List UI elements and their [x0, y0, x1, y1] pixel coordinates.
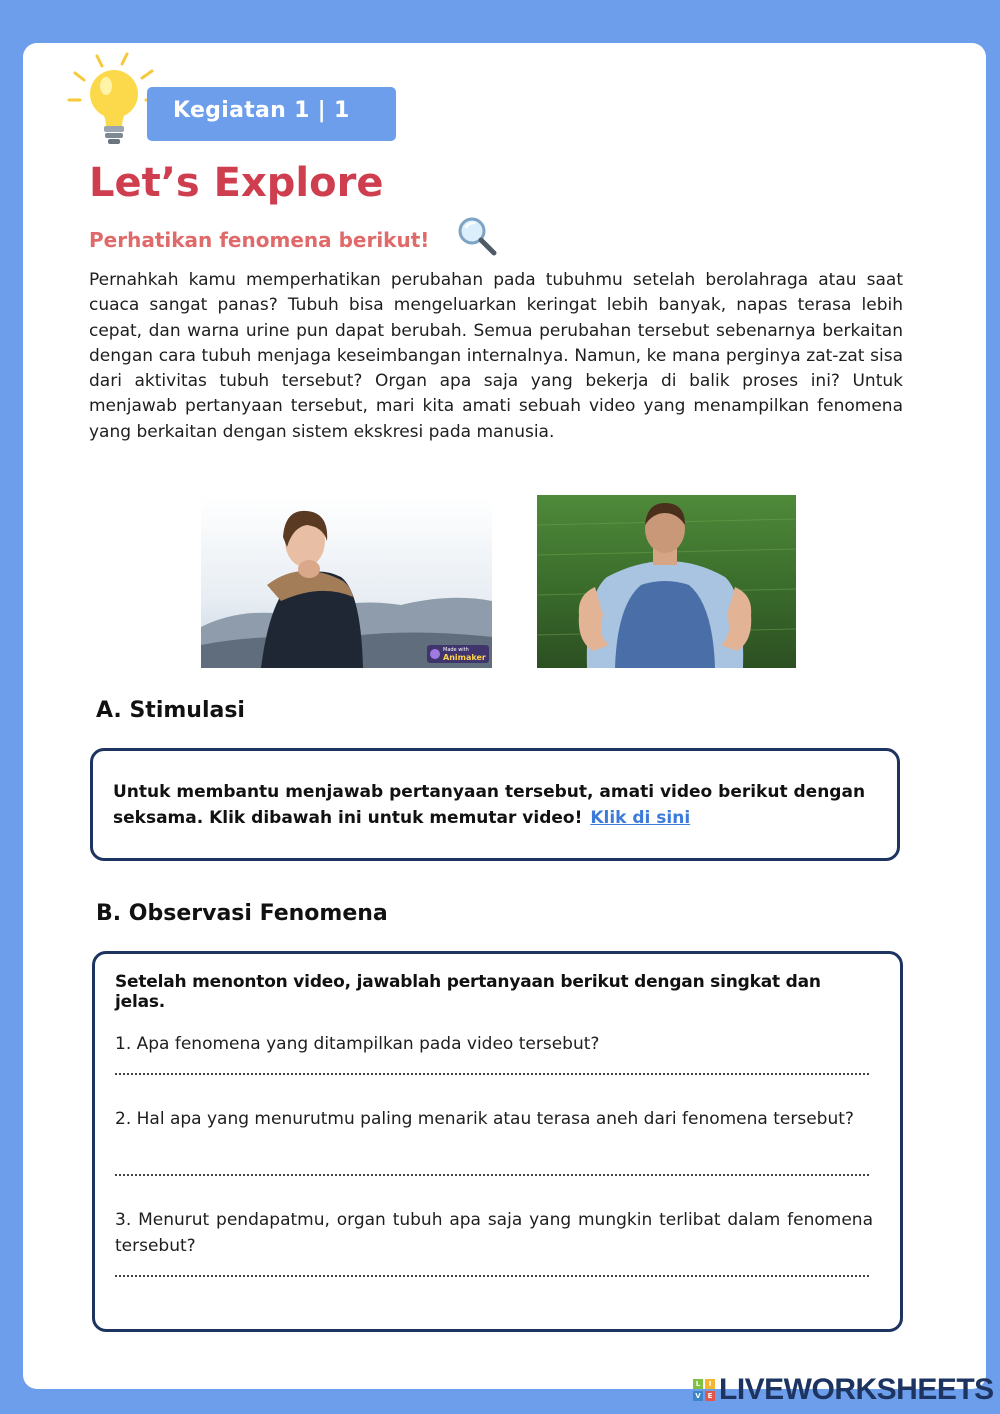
watermark-text: Animaker — [443, 653, 486, 662]
logo-block-e: E — [705, 1391, 715, 1401]
stimulus-text: Untuk membantu menjawab pertanyaan tersebut, amati video berikut dengan seksama. Klik dibawah ini untuk memutar video! — [113, 782, 866, 828]
page-title: Let’s Explore — [89, 160, 384, 206]
page-subtitle: Perhatikan fenomena berikut! — [89, 228, 430, 252]
intro-paragraph: Pernahkah kamu memperhatikan perubahan pada tubuhmu setelah berolahraga atau saat cuaca sangat panas? Tubuh bisa mengeluarkan keringat lebih banyak, napas terasa lebih cepat, dan warna urine pun dapat berubah. Semua perubahan tersebut sebenarnya berkaitan dengan cara tubuh menjaga keseimbangan internalnya. Namun, ke mana perginya zat-zat sisa dari aktivitas tubuh tersebut? Organ apa saja yang bekerja di balik proses ini? Untuk menjawab pertanyaan tersebut, mari kita amati sebuah video yang menampilkan fenomena yang berkaitan dengan sistem ekskresi pada manusia. — [89, 270, 903, 442]
stimulus-box — [90, 748, 900, 861]
question-2: 2. Hal apa yang menurutmu paling menarik atau terasa aneh dari fenomena tersebut? — [115, 1109, 854, 1129]
animaker-watermark — [427, 645, 489, 663]
question-1: 1. Apa fenomena yang ditampilkan pada video tersebut? — [115, 1034, 600, 1054]
logo-block-v: V — [693, 1391, 703, 1401]
activity-badge: Kegiatan 1 | 1 — [147, 87, 396, 141]
play-video-link[interactable]: Klik di sini — [590, 808, 691, 828]
watermark-small-text: Made with — [443, 647, 469, 653]
logo-blocks — [693, 1379, 715, 1401]
photo-woman-coughing — [201, 497, 492, 668]
question-3: 3. Menurut pendapatmu, organ tubuh apa saja yang mungkin terlibat dalam fenomena tersebut? — [115, 1210, 873, 1256]
magnifier-icon — [456, 215, 498, 257]
section-a-heading: A. Stimulasi — [96, 698, 245, 723]
logo-block-l: L — [693, 1379, 703, 1389]
answer-field-3[interactable] — [115, 1275, 869, 1277]
stimulus-text-wrapper — [113, 779, 877, 831]
answer-field-1[interactable] — [115, 1073, 869, 1075]
observation-box — [92, 951, 903, 1332]
section-b-heading: B. Observasi Fenomena — [96, 901, 388, 926]
photo-man-sweating — [537, 495, 796, 668]
observation-instruction: Setelah menonton video, jawablah pertanyaan berikut dengan singkat dan jelas. — [115, 972, 821, 1012]
answer-field-2[interactable] — [115, 1174, 869, 1176]
logo-block-i: I — [705, 1379, 715, 1389]
liveworksheets-logo — [693, 1374, 994, 1406]
logo-text: LIVEWORKSHEETS — [719, 1373, 994, 1406]
